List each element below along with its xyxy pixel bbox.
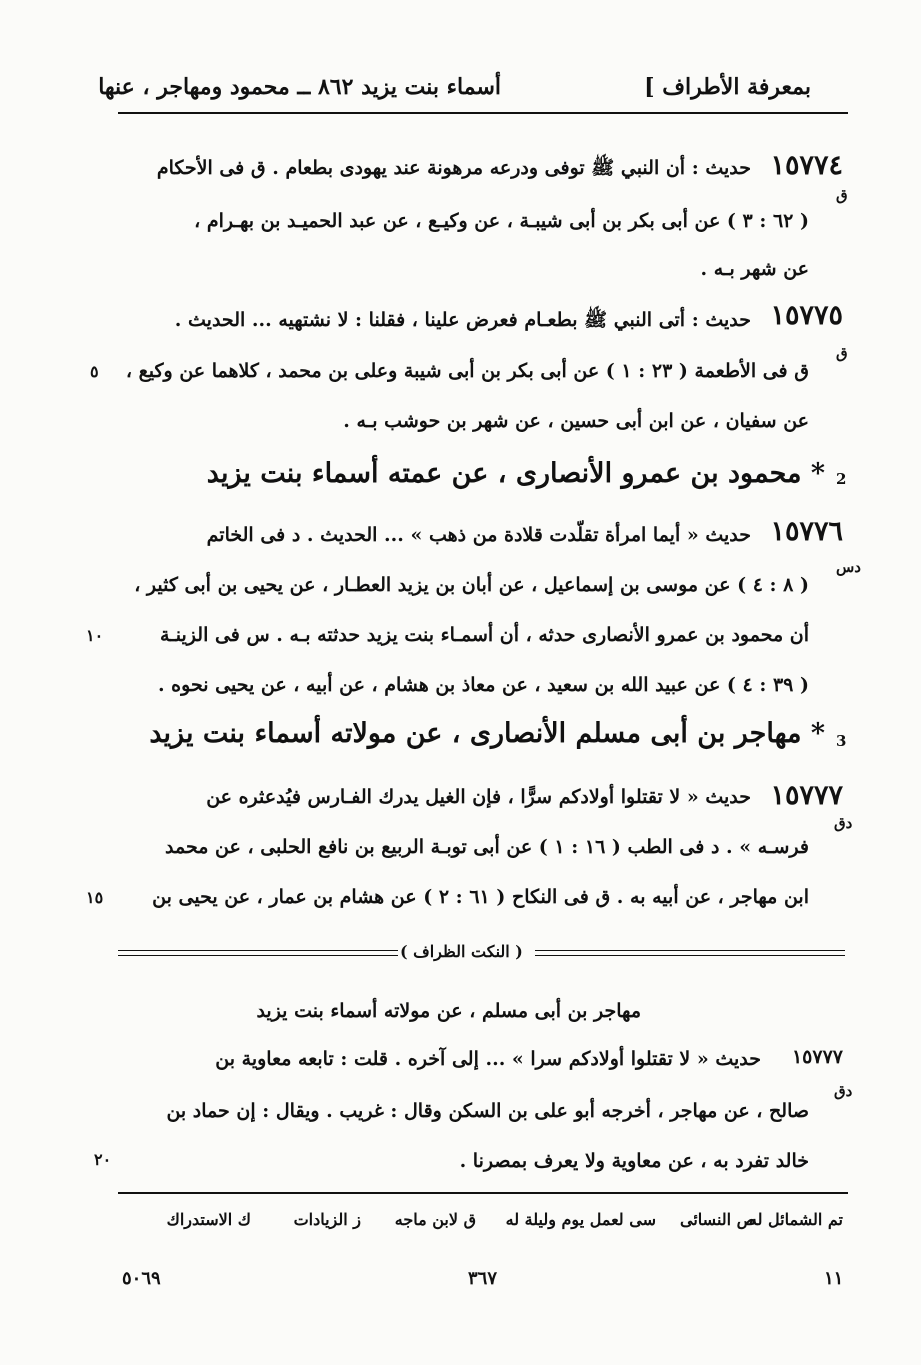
margin-code: ق xyxy=(836,344,848,362)
hadith-text-line: ( ٨ : ٤ ) عن موسى بن إسماعيل ، عن أبان بن يزيد العطـار ، عن يحيى بن أبى كثير ، xyxy=(134,574,809,596)
margin-code: دس xyxy=(836,558,861,576)
folio-right: ١١ xyxy=(824,1268,844,1289)
hadith-text-line: عن شهر بـه . xyxy=(700,258,809,280)
footnote-item: ق لابن ماجه xyxy=(394,1210,476,1229)
nukat-text-line: صالح ، عن مهاجر ، أخرجه أبو على بن السكن وقال : غريب . ويقال : إن حماد بن xyxy=(166,1100,809,1122)
nukat-label: ( النكت الظراف ) xyxy=(400,942,523,961)
margin-code: دق xyxy=(834,814,853,832)
hadith-text-line: حديث : أن النبي ﷺ توفى ودرعه مرهونة عند يهودى بطعام . ق فى الأحكام xyxy=(156,157,751,179)
divider-right xyxy=(535,955,845,956)
divider-left xyxy=(118,950,398,951)
divider-right xyxy=(535,950,845,951)
hadith-text-line: حديث « أيما امرأة تقلّدت قلادة من ذهب » ... الحديث . د فى الخاتم xyxy=(206,524,751,546)
footnote-item: سى لعمل يوم وليلة له xyxy=(505,1210,656,1229)
footnote-item: ز الزيادات xyxy=(293,1210,361,1229)
margin-code: دق xyxy=(834,1082,853,1100)
page-number: ٣٦٧ xyxy=(468,1268,498,1289)
running-header-title: أسماء بنت يزيد ٨٦٢ ــ محمود ومهاجر ، عنها xyxy=(98,74,501,100)
divider-left xyxy=(118,955,398,956)
hadith-text-line: حديث « لا تقتلوا أولادكم سرًّا ، فإن الغيل يدرك الفـارس فيُدعثره عن xyxy=(206,786,751,808)
folio-left: ٥٠٦٩ xyxy=(122,1268,161,1289)
hadith-text-line: حديث : أتى النبي ﷺ بطعـام فعرض علينا ، فقلنا : لا نشتهيه ... الحديث . xyxy=(174,309,751,331)
hadith-text-line: أن محمود بن عمرو الأنصارى حدثه ، أن أسمـاء بنت يزيد حدثته بـه . س فى الزينـة xyxy=(160,624,809,646)
hadith-text-line: ابن مهاجر ، عن أبيه به . ق فى النكاح ( ٦١ : ٢ ) عن هشام بن عمار ، عن يحيى بن xyxy=(152,886,809,908)
section-number: 2 xyxy=(836,470,847,488)
line-number: ٥ xyxy=(90,362,99,381)
hadith-number: ١٥٧٧٧ xyxy=(791,1046,843,1068)
footnote-item: ك الاستدراك xyxy=(166,1210,251,1229)
footnote-item: ص النسائى xyxy=(680,1210,756,1229)
hadith-text-line: ( ٦٢ : ٣ ) عن أبى بكر بن أبى شيبـة ، عن وكيـع ، عن عبد الحميـد بن بهـرام ، xyxy=(194,210,809,232)
margin-code: ق xyxy=(836,186,848,204)
section-heading: * محمود بن عمرو الأنصارى ، عن عمته أسماء بنت يزيد xyxy=(206,458,825,489)
hadith-text-line: فرسـه » . د فى الطب ( ١٦ : ١ ) عن أبى توبـة الربيع بن نافع الحلبى ، عن محمد xyxy=(165,836,809,858)
nukat-text-line: حديث « لا تقتلوا أولادكم سرا » ... إلى آخره . قلت : تابعه معاوية بن xyxy=(215,1048,761,1070)
header-rule xyxy=(118,112,848,114)
line-number: ١٠ xyxy=(86,626,104,645)
section-heading: * مهاجر بن أبى مسلم الأنصارى ، عن مولاته أسماء بنت يزيد xyxy=(149,718,825,749)
section-number: 3 xyxy=(836,732,847,750)
hadith-text-line: ق فى الأطعمة ( ٢٣ : ١ ) عن أبى بكر بن أبى شيبة وعلى بن محمد ، كلاهما عن وكيع ، xyxy=(125,360,809,382)
hadith-text-line: ( ٣٩ : ٤ ) عن عبيد الله بن سعيد ، عن معاذ بن هشام ، عن أبيه ، عن يحيى نحوه . xyxy=(157,674,809,696)
hadith-number: ١٥٧٧٦ xyxy=(770,516,843,547)
footnote-rule xyxy=(118,1192,848,1194)
hadith-text-line: عن سفيان ، عن ابن أبى حسين ، عن شهر بن حوشب بـه . xyxy=(343,410,809,432)
running-header-right: بمعرفة الأطراف ] xyxy=(644,74,811,100)
hadith-number: ١٥٧٧٥ xyxy=(770,300,843,331)
nukat-subtitle: مهاجر بن أبى مسلم ، عن مولاته أسماء بنت يزيد xyxy=(256,1000,641,1022)
nukat-text-line: خالد تفرد به ، عن معاوية ولا يعرف بمصرنا . xyxy=(459,1150,809,1172)
hadith-number: ١٥٧٧٤ xyxy=(770,150,843,181)
line-number: ١٥ xyxy=(86,888,104,907)
hadith-number: ١٥٧٧٧ xyxy=(770,780,843,811)
footnote-item: تم الشمائل له xyxy=(749,1210,843,1229)
line-number: ٢٠ xyxy=(94,1150,112,1169)
